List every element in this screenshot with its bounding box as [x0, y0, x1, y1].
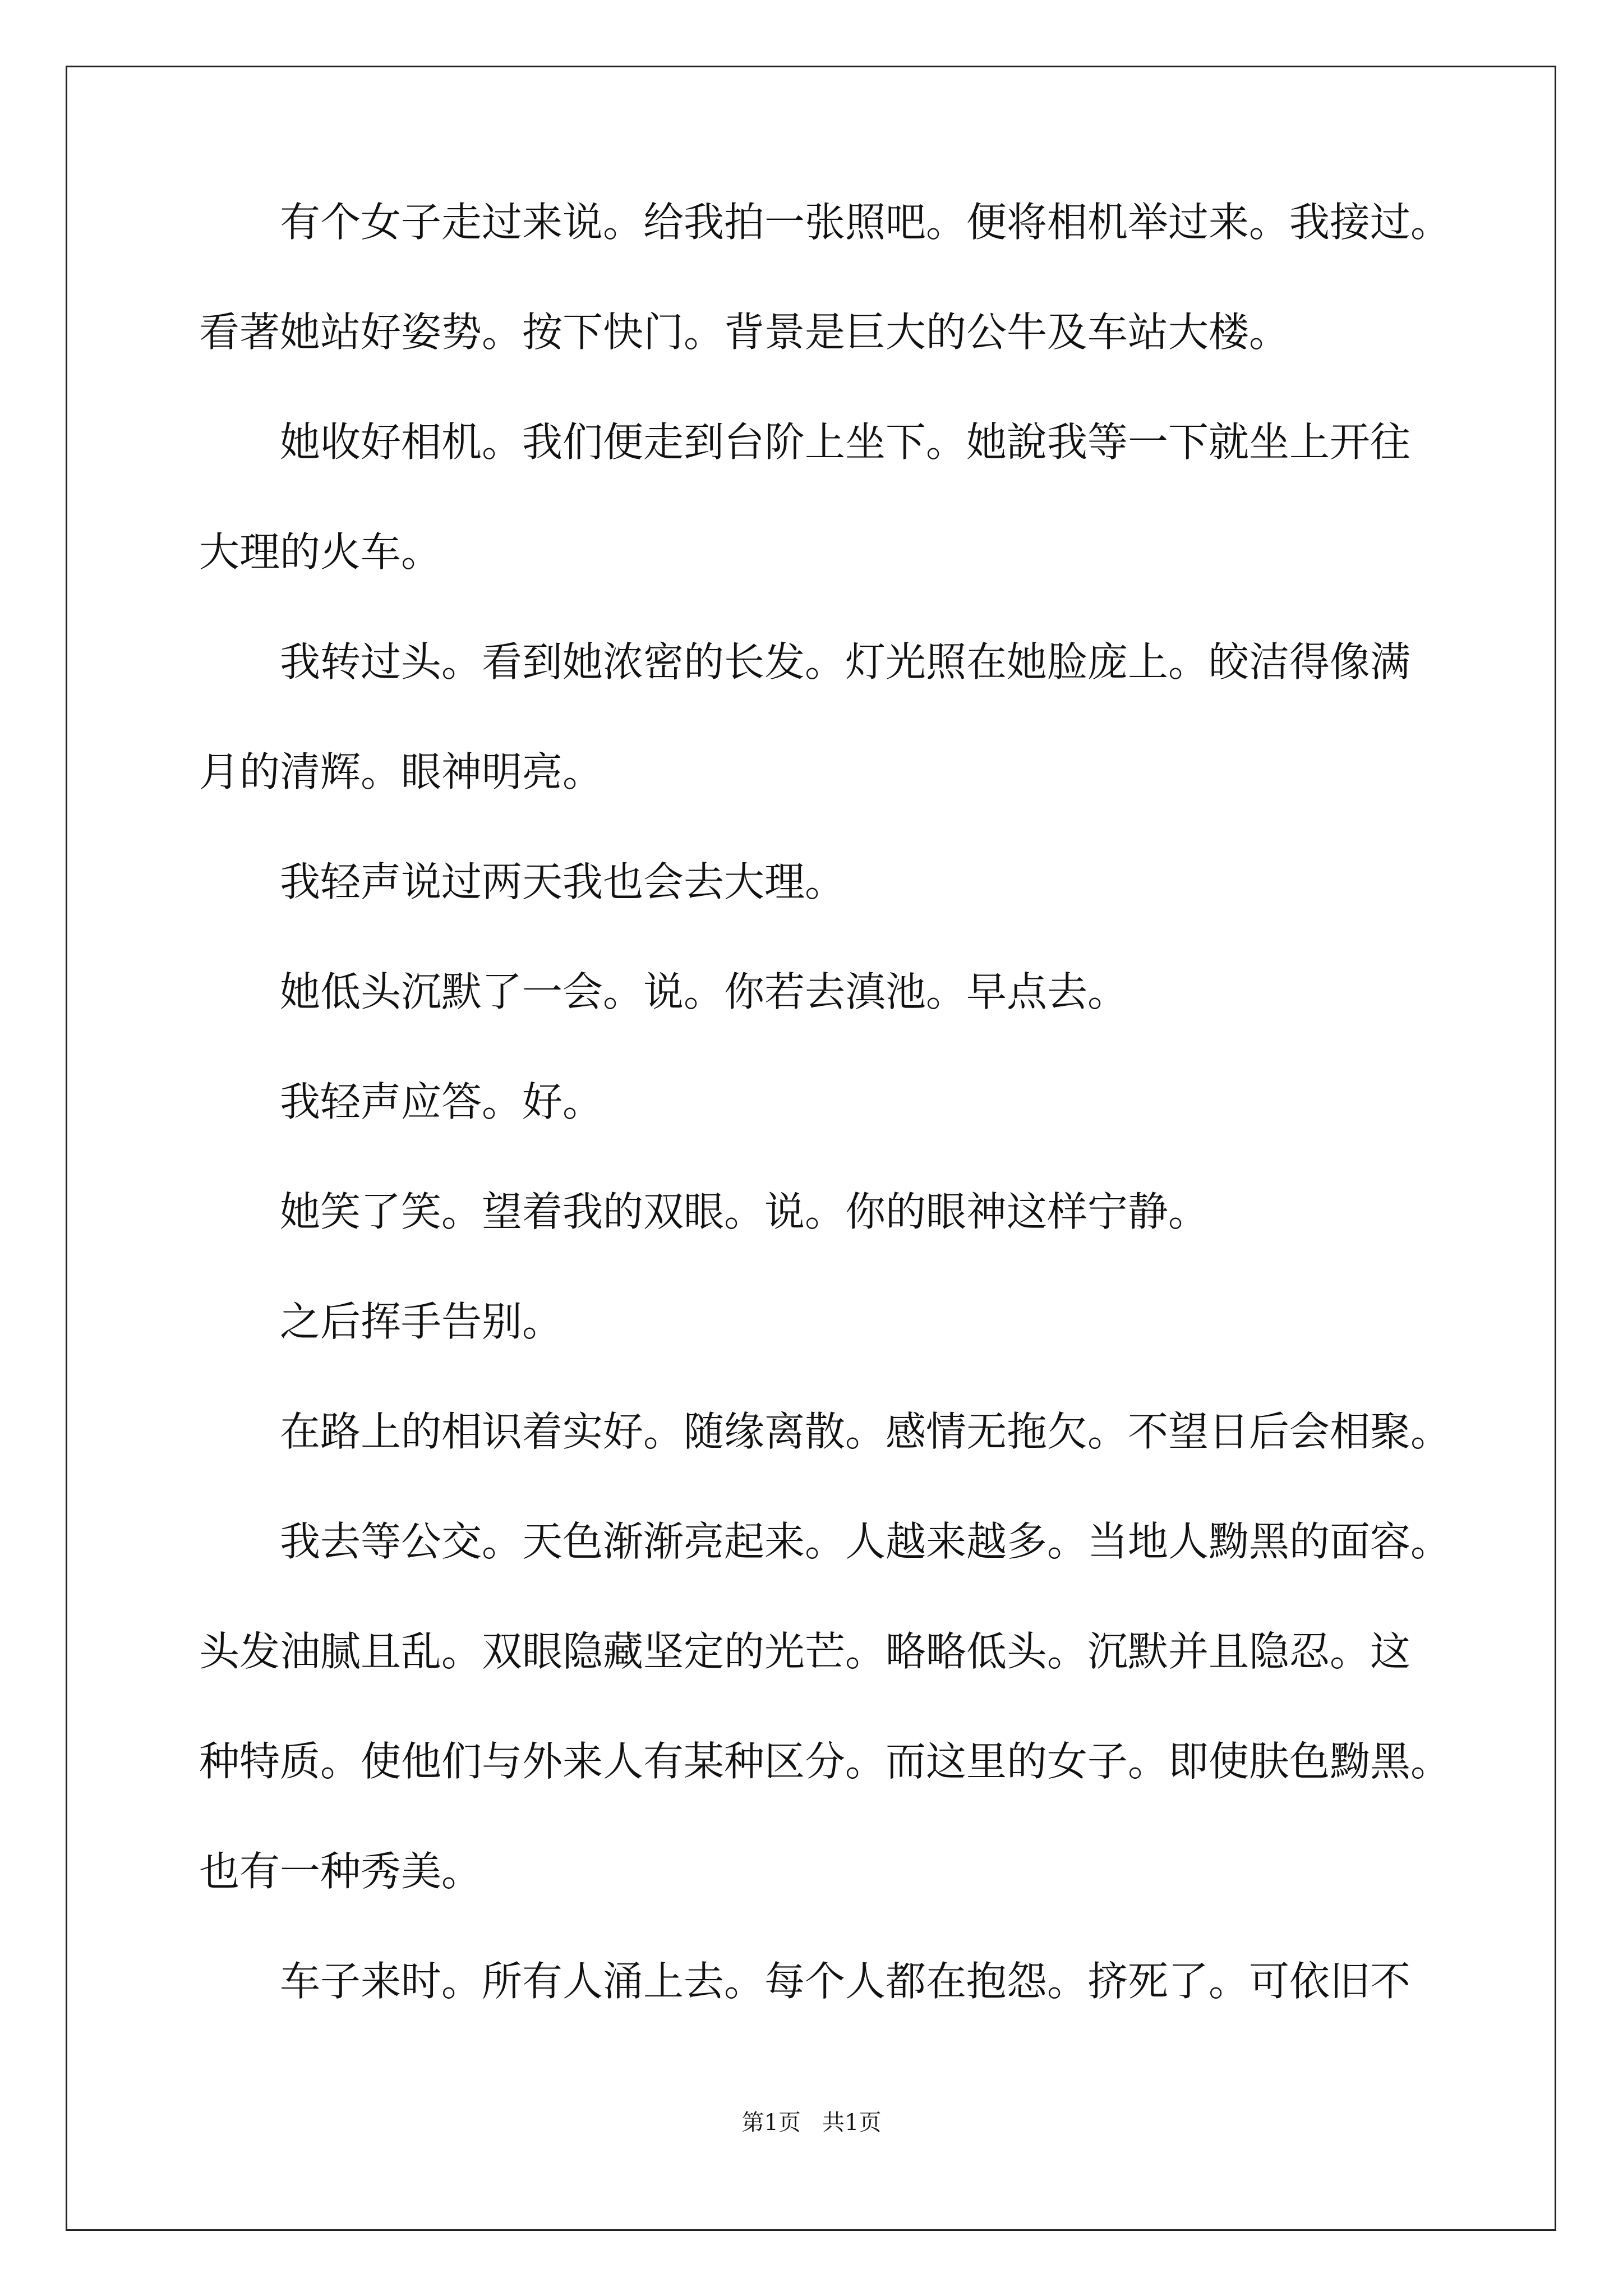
text-line: 大理的火车。 [199, 528, 442, 576]
paragraph [199, 1518, 1455, 1895]
text-line: 她低头沉默了一会。说。你若去滇池。早点去。 [280, 968, 1128, 1015]
text-line: 头发油腻且乱。双眼隐藏坚定的光芒。略略低头。沉默并且隐忍。这 [199, 1628, 1411, 1675]
text-line: 车子来时。所有人涌上去。每个人都在抱怨。挤死了。可依旧不 [280, 1958, 1411, 2005]
paragraph [199, 199, 1455, 356]
paragraph [199, 1408, 1455, 1455]
paragraph [199, 1188, 1455, 1235]
text-line: 月的清辉。眼神明亮。 [199, 748, 603, 795]
text-line: 我轻声应答。好。 [280, 1078, 603, 1125]
text-line: 我去等公交。天色渐渐亮起来。人越来越多。当地人黝黑的面容。 [280, 1518, 1451, 1565]
paragraph [199, 1078, 1455, 1125]
text-line: 她笑了笑。望着我的双眼。说。你的眼神这样宁静。 [280, 1188, 1209, 1235]
page-number-footer: 第1页 共1页 [741, 2110, 882, 2136]
text-line: 我转过头。看到她浓密的长发。灯光照在她脸庞上。皎洁得像满 [280, 638, 1411, 685]
text-line: 也有一种秀美。 [199, 1848, 482, 1895]
paragraph [199, 1298, 1455, 1345]
text-line: 在路上的相识着实好。随缘离散。感情无拖欠。不望日后会相聚。 [280, 1408, 1451, 1455]
paragraph [199, 1958, 1455, 2005]
paragraph [199, 418, 1455, 576]
paragraph [199, 858, 1455, 905]
text-line: 她收好相机。我们便走到台阶上坐下。她說我等一下就坐上开往 [280, 418, 1411, 466]
text-line: 看著她站好姿势。按下快门。背景是巨大的公牛及车站大楼。 [199, 309, 1290, 356]
text-line: 我轻声说过两天我也会去大理。 [280, 858, 846, 905]
paragraph [199, 968, 1455, 1015]
text-line: 种特质。使他们与外来人有某种区分。而这里的女子。即使肤色黝黑。 [199, 1738, 1451, 1785]
text-line: 有个女子走过来说。给我拍一张照吧。便将相机举过来。我接过。 [280, 199, 1451, 246]
text-line: 之后挥手告别。 [280, 1298, 563, 1345]
paragraph [199, 638, 1455, 795]
document-body [199, 199, 1455, 2071]
